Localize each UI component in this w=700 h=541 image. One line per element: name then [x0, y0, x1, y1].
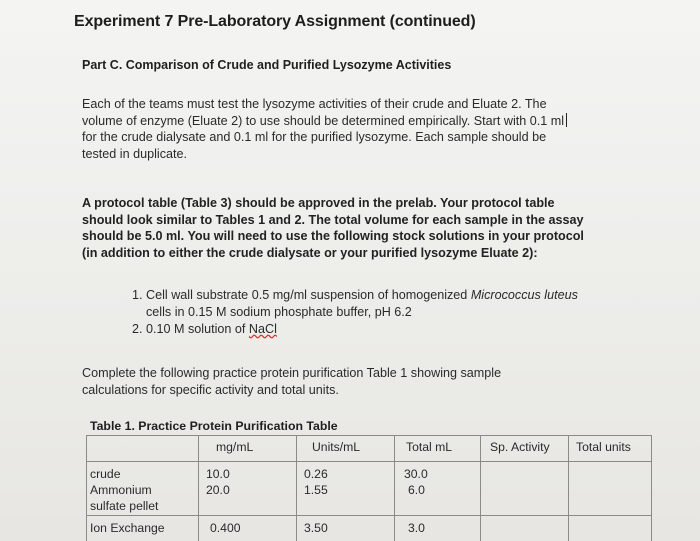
organism-name: Micrococcus luteus [470, 288, 578, 302]
section-heading-part-c: Part C. Comparison of Crude and Purified Lysozyme Activities [82, 58, 452, 72]
cell-total-ml: 6.0 [408, 483, 425, 497]
purification-table [86, 435, 652, 541]
text-cursor [566, 113, 567, 127]
row-label-ion-exchange: Ion Exchange [90, 521, 165, 535]
list-item [132, 321, 578, 338]
row-label-ammonium: Ammonium [90, 483, 152, 497]
table-col-divider [480, 435, 481, 541]
table-left-border [86, 435, 87, 541]
cell-units-ml: 1.55 [304, 483, 328, 497]
header-total-units: Total units [576, 440, 631, 454]
header-mg-ml: mg/mL [216, 440, 254, 454]
text-line: Complete the following practice protein purification Table 1 showing sample [82, 366, 502, 380]
cell-units-ml: 0.26 [304, 467, 328, 481]
stock-solutions-list [132, 287, 578, 337]
header-units-ml: Units/mL [312, 440, 361, 454]
header-total-ml: Total mL [406, 440, 453, 454]
table-col-divider [568, 435, 569, 541]
spellcheck-word: NaCl [248, 321, 277, 336]
list-item-continuation: cells in 0.15 M sodium phosphate buffer, pH 6.2 [146, 304, 412, 319]
paragraph-enzyme-testing [82, 96, 672, 162]
row-label-ammonium-cont: sulfate pellet [90, 499, 159, 513]
text-line: should look similar to Tables 1 and 2. The total volume for each sample in the assay [82, 212, 584, 227]
list-item-text: 1. Cell wall substrate 0.5 mg/ml suspension of homogenized [132, 288, 471, 302]
paragraph-practice-table [82, 365, 672, 398]
text-line: A protocol table (Table 3) should be approved in the prelab. Your protocol table [82, 196, 555, 210]
text-line: should be 5.0 ml. You will need to use the following stock solutions in your protocol [82, 229, 584, 244]
list-item [132, 287, 578, 304]
text-line [82, 113, 672, 130]
text-line: Each of the teams must test the lysozyme activities of their crude and Eluate 2. The [82, 97, 547, 111]
table-col-divider [198, 435, 199, 541]
table-right-border [651, 435, 652, 541]
paragraph-protocol-table [82, 195, 672, 261]
table-title: Table 1. Practice Protein Purification Table [90, 419, 338, 433]
cell-total-ml: 3.0 [408, 521, 425, 535]
row-label-crude: crude [90, 467, 121, 481]
cell-total-ml: 30.0 [404, 467, 428, 481]
table-col-divider [296, 435, 297, 541]
page-title: Experiment 7 Pre-Laboratory Assignment (continued) [74, 13, 476, 30]
text-line: tested in duplicate. [82, 146, 188, 161]
table-col-divider [394, 435, 395, 541]
text-line-content: volume of enzyme (Eluate 2) to use should be determined empirically. Start with 0.1 ml [82, 113, 565, 128]
cell-mg-ml: 10.0 [206, 467, 230, 481]
cell-mg-ml: 20.0 [206, 483, 230, 497]
list-item-text: 2. 0.10 M solution of [132, 321, 249, 336]
table-row-border [86, 515, 652, 516]
header-sp-activity: Sp. Activity [490, 440, 550, 454]
cell-mg-ml: 0.400 [210, 521, 241, 535]
cell-units-ml: 3.50 [304, 521, 328, 535]
text-line: for the crude dialysate and 0.1 ml for the purified lysozyme. Each sample should be [82, 130, 547, 145]
text-line: (in addition to either the crude dialysate or your purified lysozyme Eluate 2): [82, 245, 538, 260]
text-line: calculations for specific activity and total units. [82, 382, 339, 397]
